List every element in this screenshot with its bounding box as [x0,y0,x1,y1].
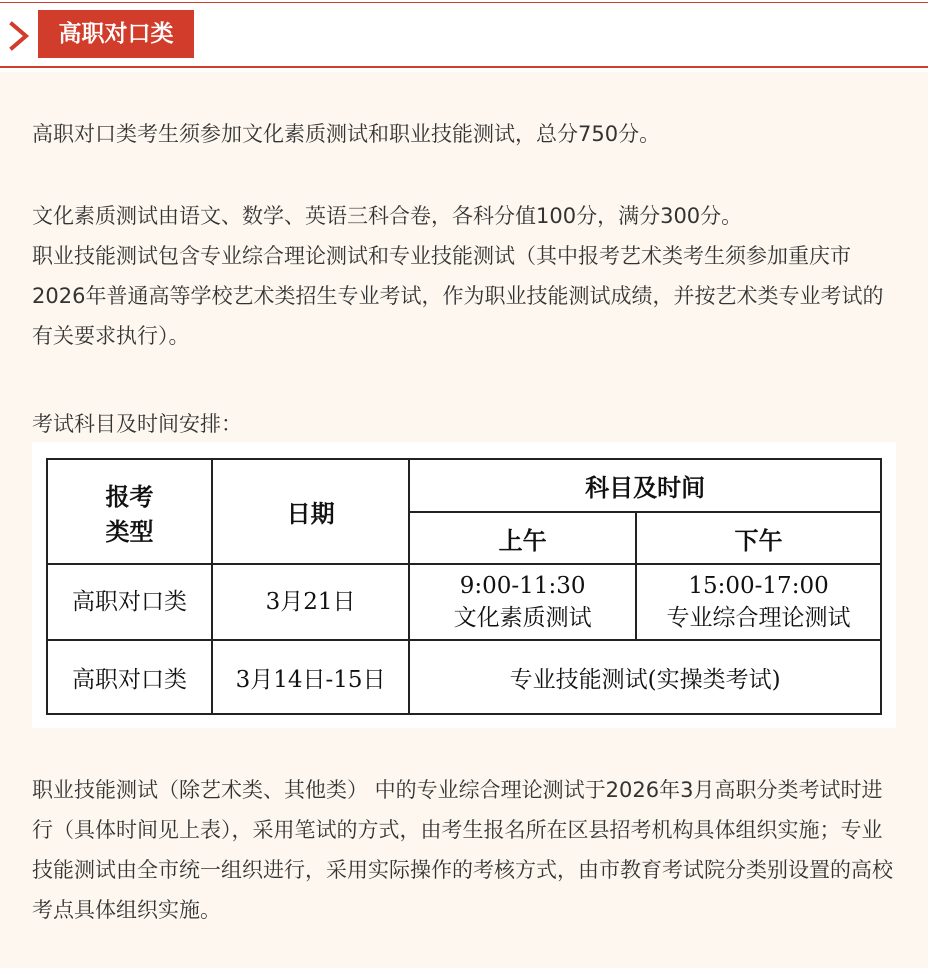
table-row [47,640,881,714]
chevron-right-icon [6,20,32,52]
cell-afternoon [636,564,881,640]
schedule-table-container [32,442,896,728]
paragraph-culture-test: 文化素质测试由语文、数学、英语三科合卷，各科分值100分，满分300分。 [32,204,743,228]
table-header-row [47,459,881,512]
paragraph-total-score: 高职对口类考生须参加文化素质测试和职业技能测试，总分750分。 [32,122,661,146]
cell-morning [409,564,636,640]
cell-morning-time: 9:00-11:30 [459,573,586,599]
header-exam-type-line2: 类型 [105,516,154,546]
cell-subject: 专业技能测试(实操类考试) [409,640,881,714]
paragraph-schedule-intro: 考试科目及时间安排： [32,412,242,436]
cell-type: 高职对口类 [47,564,212,640]
header-exam-type [47,459,212,564]
header-afternoon: 下午 [636,512,881,564]
header-exam-type-line1: 报考 [105,481,154,511]
cell-date: 3月14日-15日 [212,640,409,714]
table-row [47,564,881,640]
cell-afternoon-subject: 专业综合理论测试 [666,605,851,631]
cell-type: 高职对口类 [47,640,212,714]
header-subject-time: 科目及时间 [409,459,881,512]
header-date: 日期 [212,459,409,564]
article-content [0,72,928,968]
schedule-table [46,458,882,715]
section-header [0,0,928,72]
cell-date: 3月21日 [212,564,409,640]
paragraph-skill-test: 职业技能测试包含专业综合理论测试和专业技能测试（其中报考艺术类考生须参加重庆市2026年普通高等学校艺术类招生专业考试，作为职业技能测试成绩，并按艺术类专业考试的有关要求执行）。 [32,244,884,348]
cell-afternoon-time: 15:00-17:00 [688,573,829,599]
paragraph-skill-test-details: 职业技能测试（除艺术类、其他类） 中的专业综合理论测试于2026年3月高职分类考试时进行（具体时间见上表），采用笔试的方式，由考生报名所在区县招考机构具体组织实施；专业技能测试由全市统一组织进行，采用实际操作的考核方式，由市教育考试院分类别设置的高校考点具体组织实施。 [32,778,893,922]
cell-morning-subject: 文化素质测试 [453,605,592,631]
header-bottom-rule [0,66,928,68]
section-title-badge: 高职对口类 [38,10,194,58]
header-morning: 上午 [409,512,636,564]
header-top-rule [0,2,928,3]
